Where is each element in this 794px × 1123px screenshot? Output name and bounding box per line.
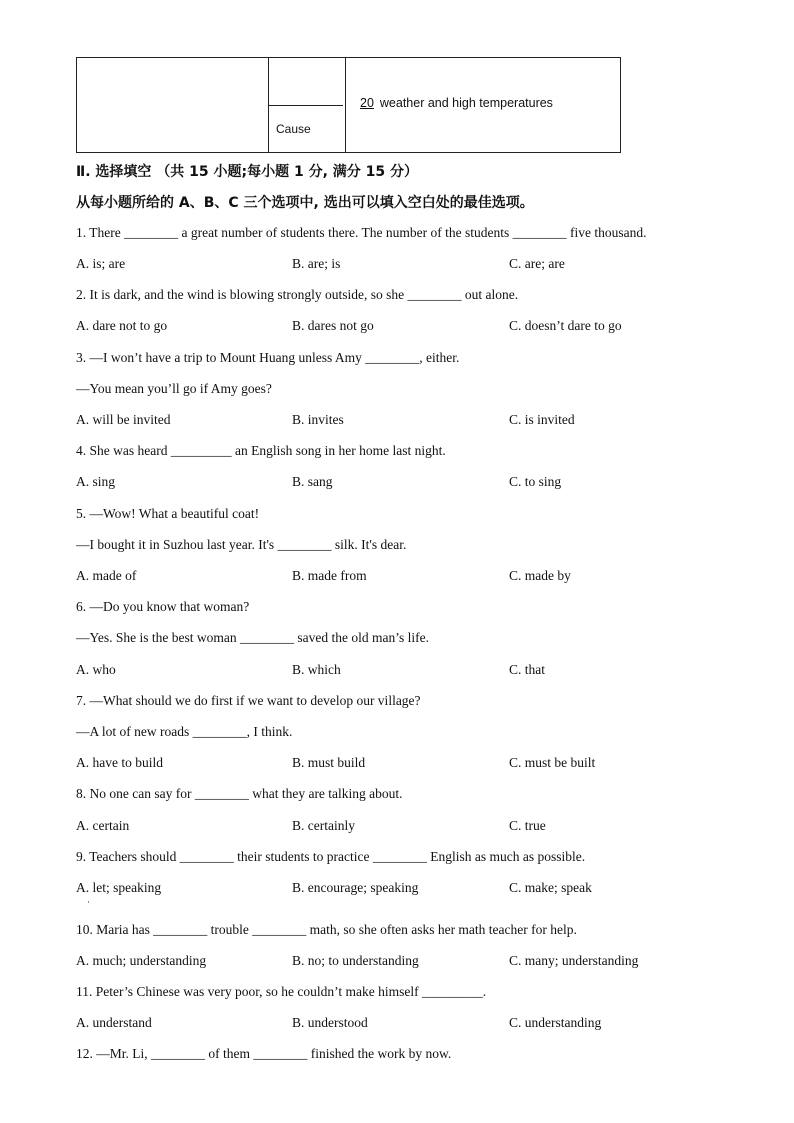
cause-table xyxy=(76,57,621,153)
option-a: A. let; speaking xyxy=(76,880,162,895)
question-stem-2: —A lot of new roads ________, I think. xyxy=(76,724,293,739)
question-stem: 7. —What should we do first if we want to develop our village? xyxy=(76,693,421,708)
question-stem: 2. It is dark, and the wind is blowing strongly outside, so she ________ out alone. xyxy=(76,287,519,302)
option-c: C. understanding xyxy=(509,1015,602,1030)
option-a: A. who xyxy=(76,662,116,677)
option-a: A. have to build xyxy=(76,755,163,770)
blank-20: 20 xyxy=(360,96,374,110)
option-b: B. dares not go xyxy=(292,318,374,333)
option-c: C. must be built xyxy=(509,755,596,770)
option-c: C. that xyxy=(509,662,545,677)
question-stem-2: —I bought it in Suzhou last year. It's ________ silk. It's dear. xyxy=(76,537,407,552)
option-a: A. made of xyxy=(76,568,137,583)
question-stem: 12. —Mr. Li, ________ of them ________ finished the work by now. xyxy=(76,1046,452,1061)
question-stem: 3. —I won’t have a trip to Mount Huang unless Amy ________, either. xyxy=(76,350,460,365)
option-c: C. to sing xyxy=(509,474,562,489)
option-c: C. doesn’t dare to go xyxy=(509,318,622,333)
cell-divider xyxy=(269,105,343,106)
option-a: A. will be invited xyxy=(76,412,171,427)
question-stem: 11. Peter’s Chinese was very poor, so he couldn’t make himself _________. xyxy=(76,984,487,999)
question-stem: 6. —Do you know that woman? xyxy=(76,599,250,614)
option-a: A. dare not to go xyxy=(76,318,168,333)
option-b: B. no; to understanding xyxy=(292,953,419,968)
question-stem: 5. —Wow! What a beautiful coat! xyxy=(76,506,260,521)
question-stem: 8. No one can say for ________ what they are talking about. xyxy=(76,786,403,801)
option-a: A. much; understanding xyxy=(76,953,207,968)
question-stem: 9. Teachers should ________ their students to practice ________ English as much as possible. xyxy=(76,849,586,864)
option-b: B. encourage; speaking xyxy=(292,880,419,895)
option-b: B. must build xyxy=(292,755,366,770)
option-c: C. is invited xyxy=(509,412,575,427)
option-c: C. make; speak xyxy=(509,880,592,895)
option-a: A. sing xyxy=(76,474,116,489)
option-c: C. many; understanding xyxy=(509,953,639,968)
option-b: B. invites xyxy=(292,412,344,427)
option-b: B. certainly xyxy=(292,818,355,833)
table-cell-content xyxy=(352,96,553,110)
option-b: B. understood xyxy=(292,1015,368,1030)
question-stem: 10. Maria has ________ trouble ________ math, so she often asks her math teacher for help. xyxy=(76,922,577,937)
question-stem-2: —You mean you’ll go if Amy goes? xyxy=(76,381,272,396)
stray-dot: · xyxy=(87,897,90,907)
table-cell-empty xyxy=(77,58,269,152)
option-a: A. is; are xyxy=(76,256,126,271)
cause-label: Cause xyxy=(276,122,311,136)
option-b: B. sang xyxy=(292,474,333,489)
option-a: A. certain xyxy=(76,818,130,833)
section-instruction: 从每小题所给的 A、B、C 三个选项中, 选出可以填入空白处的最佳选项。 xyxy=(76,195,534,211)
question-stem: 4. She was heard _________ an English song in her home last night. xyxy=(76,443,446,458)
section-heading: Ⅱ. 选择填空 （共 15 小题;每小题 1 分, 满分 15 分） xyxy=(76,164,419,180)
question-stem-2: —Yes. She is the best woman ________ saved the old man’s life. xyxy=(76,630,429,645)
option-b: B. are; is xyxy=(292,256,341,271)
table-cell-label xyxy=(268,58,346,152)
question-stem: 1. There ________ a great number of students there. The number of the students ________ five thousand. xyxy=(76,225,647,240)
option-c: C. made by xyxy=(509,568,571,583)
option-a: A. understand xyxy=(76,1015,152,1030)
option-c: C. true xyxy=(509,818,546,833)
option-b: B. made from xyxy=(292,568,367,583)
blank-text: weather and high temperatures xyxy=(379,96,553,110)
option-b: B. which xyxy=(292,662,341,677)
option-c: C. are; are xyxy=(509,256,565,271)
